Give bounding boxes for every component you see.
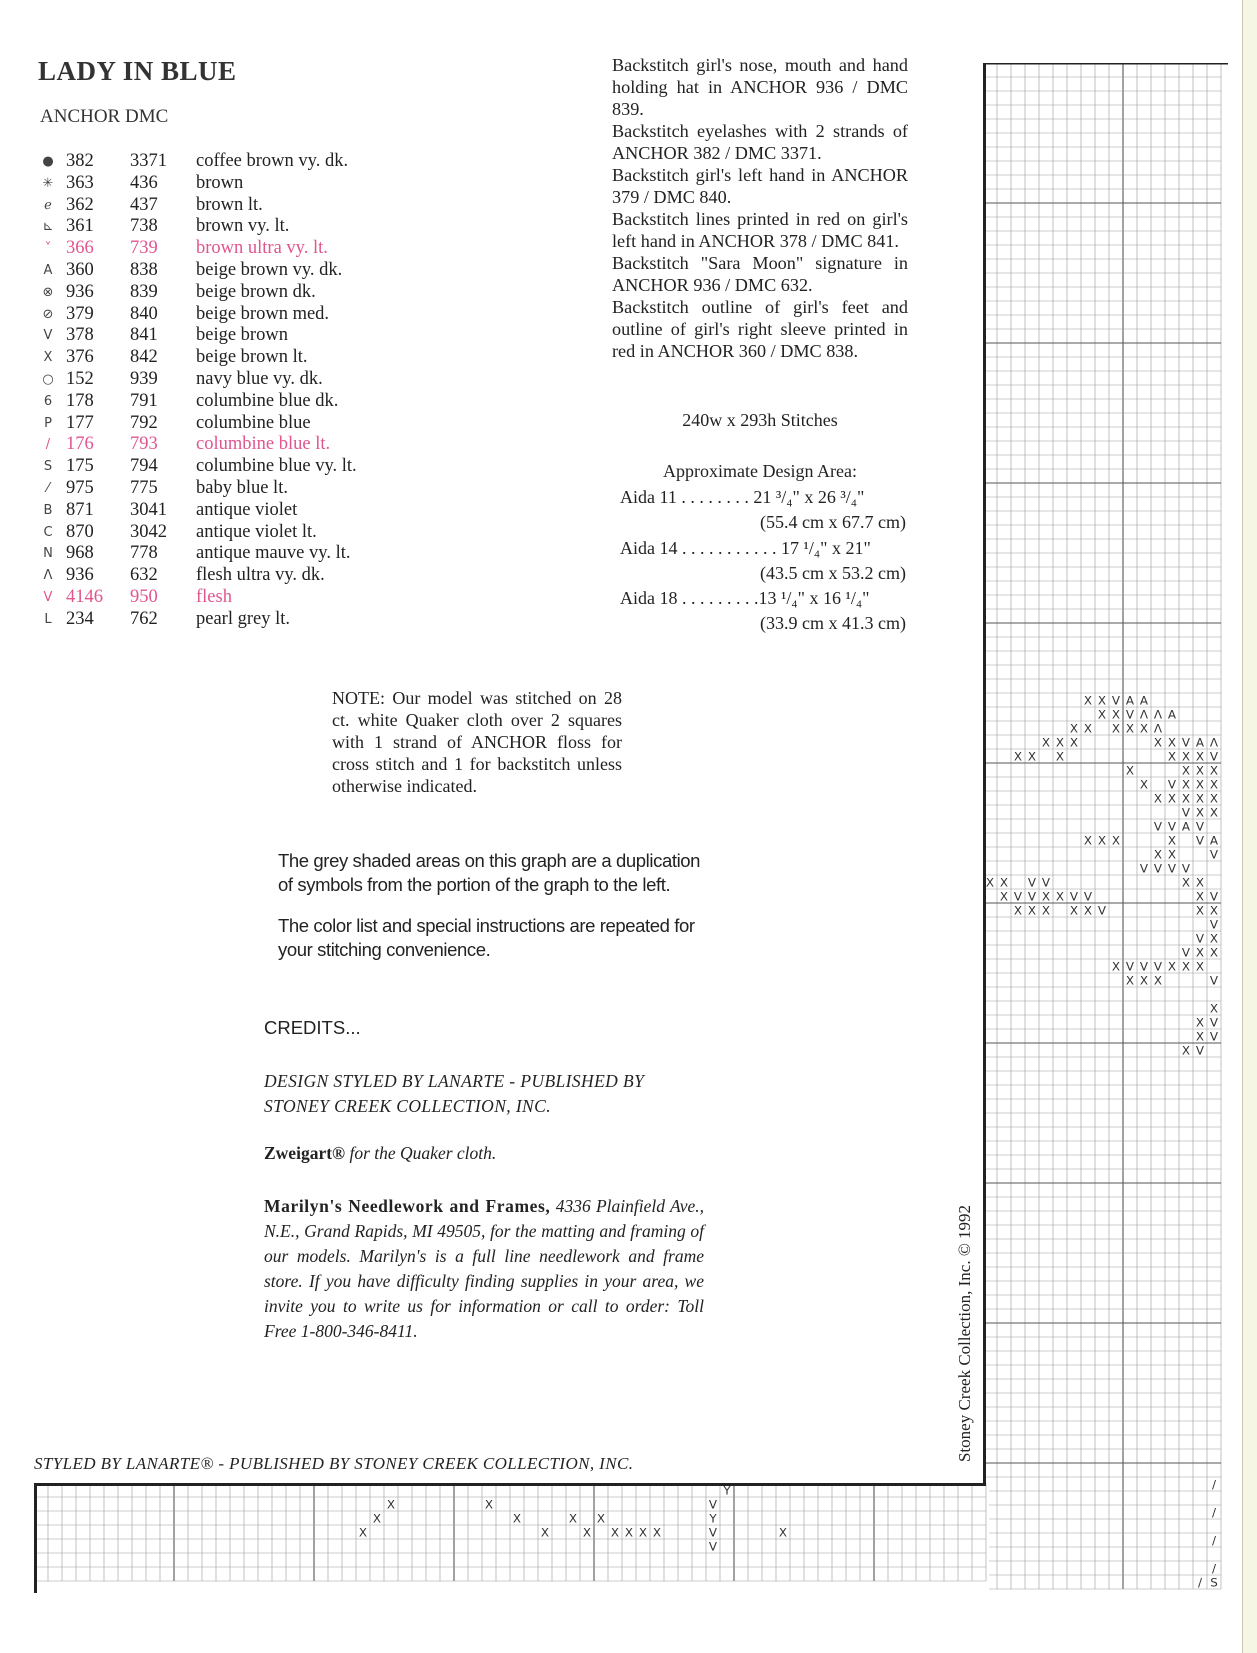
stitch-symbol: X — [484, 1497, 494, 1512]
color-symbol: S — [43, 459, 53, 475]
stitch-symbol: V — [1097, 903, 1107, 918]
stitch-symbol: V — [708, 1497, 718, 1512]
anchor-number: 378 — [66, 325, 94, 346]
color-name: beige brown dk. — [196, 281, 316, 302]
color-symbol: 6 — [43, 393, 53, 409]
stitch-symbol: X — [1055, 749, 1065, 764]
stitch-symbol: A — [1167, 707, 1177, 722]
color-name: flesh — [196, 586, 232, 607]
color-symbol: B — [43, 502, 53, 518]
stitch-symbol: V — [1181, 735, 1191, 750]
color-symbol: P — [44, 415, 52, 431]
chart-grid-right — [983, 63, 1228, 1593]
anchor-number: 376 — [66, 347, 94, 368]
color-name: beige brown lt. — [196, 347, 308, 368]
color-symbol: ⊗ — [42, 284, 54, 300]
stitch-symbol: X — [1209, 763, 1219, 778]
stitch-symbol: X — [1055, 735, 1065, 750]
copyright-text: Stoney Creek Collection, Inc. © 1992 — [955, 1204, 974, 1462]
color-key-row — [38, 151, 438, 173]
color-key-row — [38, 565, 438, 587]
stitch-symbol: X — [1097, 707, 1107, 722]
stitch-symbol: X — [1181, 763, 1191, 778]
stitch-symbol: X — [582, 1525, 592, 1540]
credits-heading: CREDITS... — [264, 1017, 361, 1038]
color-key-row — [38, 434, 438, 456]
stitch-symbol: X — [1209, 791, 1219, 806]
color-name: brown lt. — [196, 194, 263, 215]
color-key-row — [38, 347, 438, 369]
stitch-symbol: X — [1167, 749, 1177, 764]
stitch-symbol: X — [1153, 973, 1163, 988]
dmc-number: 939 — [130, 368, 158, 389]
stitch-symbol: V — [708, 1525, 718, 1540]
stitch-symbol: X — [1181, 749, 1191, 764]
color-key-row — [38, 260, 438, 282]
color-symbol: ℯ — [44, 197, 52, 213]
color-symbol: ⁄ — [46, 480, 50, 496]
stitch-symbol: X — [1125, 763, 1135, 778]
stitch-symbol: S — [1210, 1575, 1218, 1590]
stitch-symbol: V — [1209, 847, 1219, 862]
anchor-number: 936 — [66, 565, 94, 586]
stitch-symbol: V — [1181, 805, 1191, 820]
stitch-symbol: X — [1195, 777, 1205, 792]
color-symbol: ˅ — [44, 241, 52, 257]
stitch-symbol: V — [708, 1539, 718, 1554]
color-symbol: L — [44, 611, 52, 627]
color-symbol: / — [45, 437, 51, 453]
stitch-symbol: X — [1181, 959, 1191, 974]
chart-grid-bottom — [34, 1483, 989, 1593]
stitch-symbol: X — [1027, 903, 1037, 918]
stitch-symbol: V — [1167, 777, 1177, 792]
stitch-symbol: V — [1111, 693, 1121, 708]
stitch-symbol: X — [1181, 875, 1191, 890]
anchor-number: 936 — [66, 281, 94, 302]
aida-size-label: Aida 14 . . . . . . . . . . . 17 ¹/₄" x 21" — [620, 538, 871, 558]
stitch-symbol: X — [1055, 889, 1065, 904]
stitch-symbol: X — [1013, 749, 1023, 764]
color-symbol: N — [43, 546, 53, 562]
color-key-row — [38, 195, 438, 217]
instruction-line: Backstitch eyelashes with 2 strands of ANCHOR 382 / DMC 3371. — [612, 121, 908, 163]
color-key-row — [38, 500, 438, 522]
stitch-symbol: X — [1209, 903, 1219, 918]
stitch-symbol: X — [1195, 1029, 1205, 1044]
stitch-symbol: X — [1167, 847, 1177, 862]
footer-publisher: STYLED BY LANARTE® - PUBLISHED BY STONEY CREEK COLLECTION, INC. — [34, 1454, 634, 1473]
color-symbol: ✳ — [42, 175, 54, 191]
repeat-note: The color list and special instructions are repeated for your stitching convenience. — [278, 915, 695, 960]
design-credit: DESIGN STYLED BY LANARTE - PUBLISHED BY STONEY CREEK COLLECTION, INC. — [264, 1071, 645, 1116]
color-name: beige brown med. — [196, 303, 330, 324]
color-name: antique violet — [196, 499, 298, 520]
color-symbol: ○ — [42, 371, 54, 387]
stitch-symbol: V — [1153, 959, 1163, 974]
anchor-number: 176 — [66, 434, 94, 455]
stitch-symbol: X — [372, 1511, 382, 1526]
stitch-symbol: X — [1181, 791, 1191, 806]
stitch-symbol: V — [1153, 819, 1163, 834]
stitch-symbol: X — [1195, 749, 1205, 764]
color-key-row — [38, 609, 438, 631]
anchor-number: 234 — [66, 608, 94, 629]
stitch-symbol: X — [1195, 889, 1205, 904]
color-name: brown vy. lt. — [196, 216, 290, 237]
zweigart-text: for the Quaker cloth. — [345, 1143, 497, 1163]
stitch-symbol: X — [1083, 903, 1093, 918]
stitch-symbol: X — [1111, 707, 1121, 722]
anchor-number: 379 — [66, 303, 94, 324]
color-key-row — [38, 173, 438, 195]
stitch-symbol: V — [1209, 973, 1219, 988]
stitch-symbol: V — [1139, 861, 1149, 876]
stitch-symbol: A — [1209, 833, 1219, 848]
stitch-symbol: V — [1027, 889, 1037, 904]
dmc-number: 839 — [130, 281, 158, 302]
stitch-symbol: V — [1069, 889, 1079, 904]
color-symbol: ● — [42, 154, 54, 169]
stitch-symbol: X — [1195, 791, 1205, 806]
stitch-symbol: X — [652, 1525, 662, 1540]
color-name: columbine blue vy. lt. — [196, 456, 357, 477]
stitch-symbol: V — [1027, 875, 1037, 890]
color-key-row — [38, 543, 438, 565]
dmc-number: 3041 — [130, 499, 167, 520]
stitch-symbol: X — [512, 1511, 522, 1526]
page-title: LADY IN BLUE — [38, 56, 237, 86]
grey-area-note: The grey shaded areas on this graph are a duplication of symbols from the portion of the graph to the left. — [278, 850, 701, 895]
stitch-symbol: X — [386, 1497, 396, 1512]
color-name: brown — [196, 172, 244, 193]
stitch-symbol: A — [1125, 693, 1135, 708]
dmc-number: 775 — [130, 477, 158, 498]
stitch-symbol: X — [1125, 973, 1135, 988]
instruction-line: Backstitch "Sara Moon" signature in ANCHOR 936 / DMC 632. — [612, 253, 908, 295]
color-key-row — [38, 391, 438, 413]
color-name: beige brown — [196, 325, 288, 346]
stitch-symbol: V — [1209, 889, 1219, 904]
color-name: baby blue lt. — [196, 477, 288, 498]
color-symbol: V — [43, 589, 53, 605]
color-key-row — [38, 522, 438, 544]
zweigart-name: Zweigart® — [264, 1143, 346, 1163]
color-symbol: A — [43, 262, 53, 278]
anchor-number: 4146 — [66, 586, 103, 607]
marilyn-credit — [264, 1194, 704, 1344]
dmc-number: 3042 — [130, 521, 167, 542]
stitch-symbol: X — [1167, 735, 1177, 750]
color-key-list — [38, 151, 438, 631]
anchor-number: 382 — [66, 151, 94, 171]
stitch-count: 240w x 293h Stitches — [682, 410, 838, 430]
dmc-number: 738 — [130, 216, 158, 237]
color-symbol: Λ — [43, 568, 53, 584]
stitch-symbol: X — [1195, 805, 1205, 820]
dmc-number: 3371 — [130, 151, 167, 171]
stitch-symbol: V — [1153, 861, 1163, 876]
stitch-symbol: V — [1181, 945, 1191, 960]
stitch-symbol: X — [1083, 721, 1093, 736]
stitch-symbol: V — [1013, 889, 1023, 904]
stitch-symbol: X — [1083, 833, 1093, 848]
anchor-number: 177 — [66, 412, 94, 433]
stitch-symbol: X — [1209, 805, 1219, 820]
stitch-symbol: Λ — [1209, 735, 1219, 750]
dmc-number: 840 — [130, 303, 158, 324]
stitch-symbol: X — [1209, 777, 1219, 792]
dmc-number: 739 — [130, 238, 158, 259]
color-name: antique mauve vy. lt. — [196, 543, 351, 564]
stitch-symbol: X — [624, 1525, 634, 1540]
model-note: NOTE: Our model was stitched on 28 ct. white Quaker cloth over 2 squares with 1 strand of ANCHOR floss for cross stitch and 1 for backstitch unless otherwise indicated. — [332, 688, 622, 796]
stitch-symbol: X — [1069, 903, 1079, 918]
color-key-row — [38, 238, 438, 260]
stitch-symbol: X — [1195, 875, 1205, 890]
stitch-symbol: X — [568, 1511, 578, 1526]
stitch-symbol: X — [596, 1511, 606, 1526]
dmc-number: 778 — [130, 543, 158, 564]
stitch-symbol: X — [1209, 931, 1219, 946]
stitch-symbol: X — [1111, 833, 1121, 848]
stitch-symbol: X — [610, 1525, 620, 1540]
stitch-symbol: A — [1181, 819, 1191, 834]
aida-size-label: Aida 18 . . . . . . . . .13 ¹/₄" x 16 ¹/₄" — [620, 588, 870, 608]
anchor-number: 975 — [66, 477, 94, 498]
stitch-symbol: Y — [709, 1511, 717, 1526]
dmc-number: 762 — [130, 608, 158, 629]
color-name: beige brown vy. dk. — [196, 259, 343, 280]
stitch-symbol: X — [1097, 693, 1107, 708]
stitch-symbol: V — [1209, 749, 1219, 764]
dmc-number: 838 — [130, 259, 158, 280]
stitch-symbol: X — [1027, 749, 1037, 764]
dmc-number: 950 — [130, 586, 158, 607]
aida-size-cm: (55.4 cm x 67.7 cm) — [760, 512, 906, 532]
stitch-symbol: X — [1167, 833, 1177, 848]
stitch-symbol: / — [1211, 1505, 1217, 1520]
stitch-symbol: X — [1041, 735, 1051, 750]
anchor-number: 363 — [66, 172, 94, 193]
color-column-header: ANCHOR DMC — [40, 106, 169, 127]
color-key-row — [38, 456, 438, 478]
color-symbol: ⊘ — [42, 306, 54, 322]
stitch-symbol: X — [1195, 1015, 1205, 1030]
stitch-symbol: V — [1083, 889, 1093, 904]
stitch-symbol: X — [1209, 945, 1219, 960]
stitch-symbol: X — [1041, 903, 1051, 918]
marilyn-name: Marilyn's Needlework and Frames, — [264, 1196, 551, 1216]
anchor-number: 871 — [66, 499, 94, 520]
stitch-symbol: X — [1013, 903, 1023, 918]
stitch-symbol: X — [1167, 959, 1177, 974]
anchor-number: 178 — [66, 390, 94, 411]
color-name: brown ultra vy. lt. — [196, 238, 328, 259]
stitch-symbol: V — [1167, 861, 1177, 876]
stitch-symbol: V — [1041, 875, 1051, 890]
stitch-symbol: V — [1209, 1015, 1219, 1030]
stitch-symbol: X — [1069, 721, 1079, 736]
stitch-symbol: X — [1125, 721, 1135, 736]
instruction-line: Backstitch girl's left hand in ANCHOR 379 / DMC 840. — [612, 165, 908, 207]
dmc-number: 793 — [130, 434, 158, 455]
instruction-line: Backstitch girl's nose, mouth and hand holding hat in ANCHOR 936 / DMC 839. — [612, 55, 908, 119]
stitch-symbol: X — [1139, 721, 1149, 736]
stitch-symbol: Λ — [1153, 707, 1163, 722]
color-name: coffee brown vy. dk. — [196, 151, 349, 171]
stitch-symbol: X — [1209, 1001, 1219, 1016]
zweigart-credit — [264, 1143, 496, 1164]
stitch-symbol: X — [1083, 693, 1093, 708]
color-key-row — [38, 413, 438, 435]
stitch-symbol: X — [540, 1525, 550, 1540]
stitch-symbol: X — [358, 1525, 368, 1540]
color-key-row — [38, 304, 438, 326]
stitch-symbol: X — [1153, 847, 1163, 862]
anchor-number: 361 — [66, 216, 94, 237]
stitch-symbol: X — [1111, 721, 1121, 736]
stitch-symbol: X — [1195, 959, 1205, 974]
color-name: flesh ultra vy. dk. — [196, 565, 325, 586]
color-symbol: V — [43, 328, 53, 344]
color-key-row — [38, 216, 438, 238]
stitch-symbol: X — [1195, 903, 1205, 918]
stitch-symbol: X — [1153, 735, 1163, 750]
stitch-symbol: X — [1195, 763, 1205, 778]
stitch-symbol: / — [1211, 1477, 1217, 1492]
stitch-symbol: / — [1211, 1533, 1217, 1548]
color-name: columbine blue — [196, 412, 311, 433]
color-key-row — [38, 325, 438, 347]
stitch-symbol: X — [1069, 735, 1079, 750]
stitch-symbol: V — [1195, 1043, 1205, 1058]
color-name: antique violet lt. — [196, 521, 317, 542]
color-name: pearl grey lt. — [196, 608, 290, 629]
stitch-symbol: X — [1153, 791, 1163, 806]
stitch-symbol: / — [1211, 1561, 1217, 1576]
stitch-symbol: A — [1195, 735, 1205, 750]
color-name: columbine blue lt. — [196, 434, 331, 455]
stitch-symbol: V — [1195, 931, 1205, 946]
backstitch-instructions — [612, 54, 908, 362]
color-key-row — [38, 369, 438, 391]
stitch-symbol: / — [1197, 1575, 1203, 1590]
anchor-number: 175 — [66, 456, 94, 477]
stitch-symbol: X — [1181, 1043, 1191, 1058]
stitch-symbol: X — [1181, 777, 1191, 792]
color-name: columbine blue dk. — [196, 390, 339, 411]
color-symbol: ⊾ — [42, 219, 54, 235]
dmc-number: 792 — [130, 412, 158, 433]
stitch-symbol: V — [1209, 917, 1219, 932]
anchor-number: 362 — [66, 194, 94, 215]
color-key-row — [38, 587, 438, 609]
stitch-symbol: Λ — [1153, 721, 1163, 736]
color-key-row — [38, 478, 438, 500]
anchor-number: 968 — [66, 543, 94, 564]
dmc-number: 841 — [130, 325, 158, 346]
stitch-symbol: X — [1139, 973, 1149, 988]
stitch-symbol: X — [778, 1525, 788, 1540]
aida-size-label: Aida 11 . . . . . . . . 21 ³/₄" x 26 ³/₄" — [620, 487, 865, 507]
stitch-symbol: A — [1139, 693, 1149, 708]
marilyn-text: 4336 Plainfield Ave., N.E., Grand Rapids, MI 49505, for the matting and framing of our models. Marilyn's is a full line needlework and frame store. If you have difficulty finding supplies in your area, we invite you to write us for information or call to order: Toll Free 1-800-346-8411. — [264, 1196, 704, 1341]
instruction-line: Backstitch lines printed in red on girl's left hand in ANCHOR 378 / DMC 841. — [612, 209, 908, 251]
dmc-number: 791 — [130, 390, 158, 411]
anchor-number: 870 — [66, 521, 94, 542]
stitch-symbol: X — [638, 1525, 648, 1540]
stitch-symbol: X — [1167, 791, 1177, 806]
anchor-number: 360 — [66, 259, 94, 280]
dmc-number: 842 — [130, 347, 158, 368]
stitch-symbol: X — [985, 875, 995, 890]
stitch-symbol: V — [1125, 959, 1135, 974]
stitch-symbol: V — [1125, 707, 1135, 722]
stitch-symbol: X — [999, 889, 1009, 904]
stitch-symbol: V — [1139, 959, 1149, 974]
stitch-symbol: V — [1195, 819, 1205, 834]
anchor-number: 152 — [66, 368, 94, 389]
instruction-line: Backstitch outline of girl's feet and outline of girl's right sleeve printed in red in ANCHOR 360 / DMC 838. — [612, 297, 908, 361]
anchor-number: 366 — [66, 238, 94, 259]
stitch-symbol: Λ — [1139, 707, 1149, 722]
stitch-symbol: X — [1097, 833, 1107, 848]
stitch-symbol: X — [1111, 959, 1121, 974]
color-key-row — [38, 282, 438, 304]
stitch-symbol: V — [1181, 861, 1191, 876]
stitch-symbol: V — [1195, 833, 1205, 848]
stitch-symbol: X — [1041, 889, 1051, 904]
stitch-symbol: X — [1195, 945, 1205, 960]
dmc-number: 794 — [130, 456, 158, 477]
next-page-edge — [1242, 0, 1257, 1653]
color-symbol: C — [43, 524, 53, 540]
stitch-symbol: V — [1167, 819, 1177, 834]
aida-size-cm: (43.5 cm x 53.2 cm) — [760, 563, 906, 583]
color-name: navy blue vy. dk. — [196, 368, 323, 389]
dmc-number: 436 — [130, 172, 158, 193]
stitch-symbol: V — [1209, 1029, 1219, 1044]
dmc-number: 437 — [130, 194, 158, 215]
color-symbol: X — [43, 350, 53, 366]
aida-size-cm: (33.9 cm x 41.3 cm) — [760, 613, 906, 633]
dmc-number: 632 — [130, 565, 158, 586]
stitch-symbol: X — [1139, 777, 1149, 792]
design-area-title: Approximate Design Area: — [663, 461, 857, 481]
stitch-symbol: Y — [723, 1483, 731, 1498]
stitch-symbol: X — [999, 875, 1009, 890]
